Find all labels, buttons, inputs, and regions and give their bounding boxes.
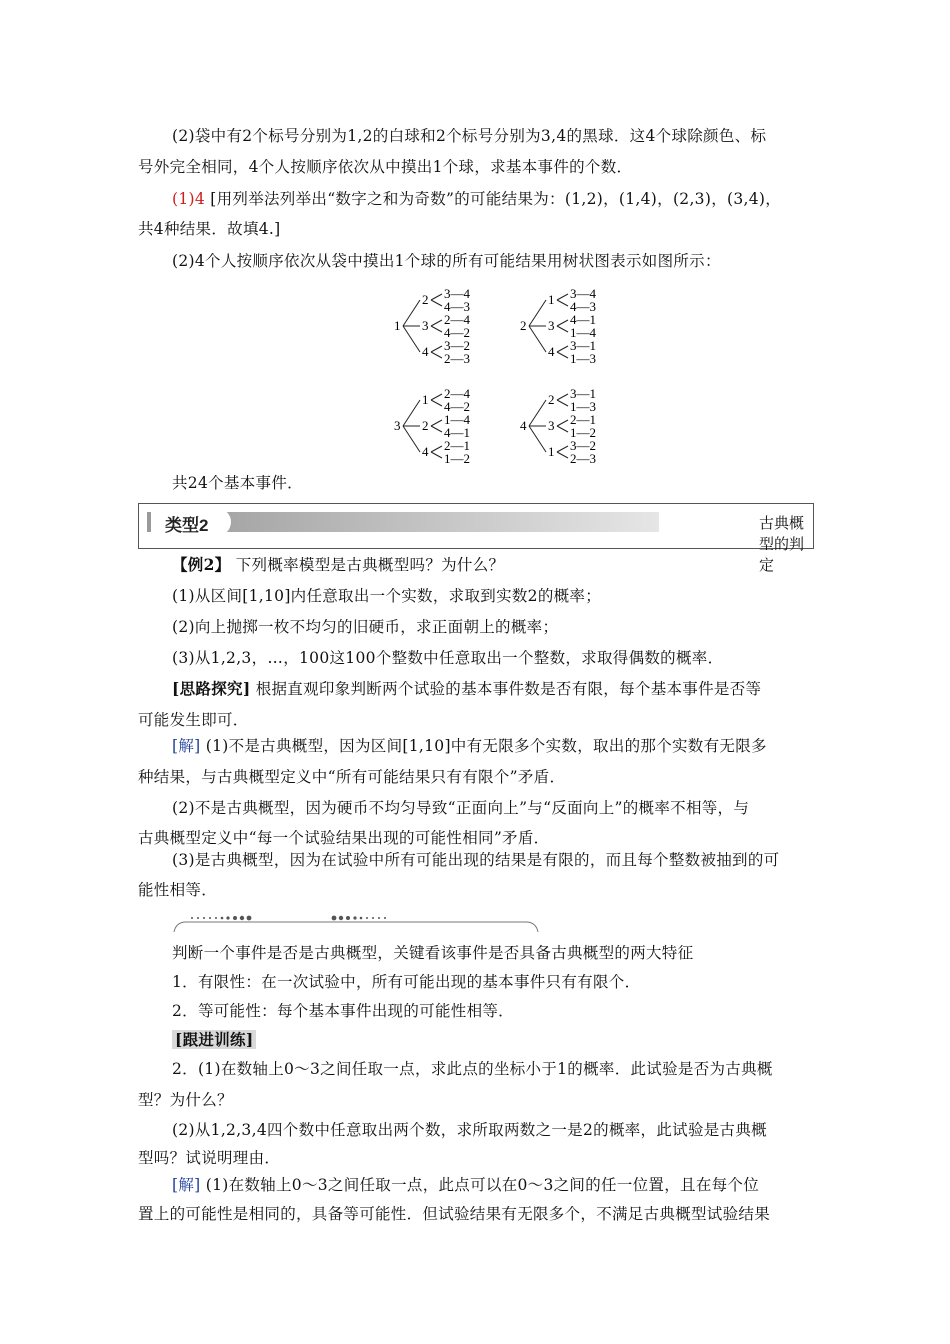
text-line: 种结果，与古典概型定义中“所有可能结果只有有限个”矛盾． [138,768,566,786]
tree-node: 4 [422,344,429,359]
text-line: 1．有限性：在一次试验中，所有可能出现的基本事件只有有限个． [172,973,641,991]
text-line: (3)从1,2,3，…，100这100个整数中任意取出一个整数，求取得偶数的概率． [172,649,724,667]
tree-edge [557,394,568,400]
text-line: 判断一个事件是否是古典概型，关键看该事件是否具备古典概型的两大特征 [172,944,694,962]
tree-edge [557,400,568,406]
section-tag-label: 类型2 [165,516,209,535]
tree-edge [403,326,420,352]
text-line: 共24个基本事件． [172,474,303,492]
tree-edge [557,426,568,432]
tree-edge [557,420,568,426]
solution-label: [解] [172,737,201,755]
answer-label: (1)4 [172,190,206,208]
tree-edge [529,300,546,326]
tree-edge [431,300,442,306]
tree-edge [431,446,442,452]
example-line [172,553,504,575]
tree-leaf: 2—1 [570,412,596,427]
tree-edge [529,426,546,452]
text-line [172,734,767,756]
tree-leaf: 2—4 [444,386,470,401]
tree-node: 2 [548,392,555,407]
tree-edge [431,326,442,332]
tree-leaf: 4—1 [570,312,596,327]
tree-root: 2 [520,318,527,333]
text-line: 2．等可能性：每个基本事件出现的可能性相等． [172,1002,514,1020]
tree-leaf: 4—2 [444,325,470,340]
answer-text: [用列举法列举出“数字之和为奇数”的可能结果为：(1,2)，(1,4)，(2,3)，(3,4)， [205,190,782,208]
tree-edge [557,352,568,358]
section-title: 古典概型的判定 [759,515,805,574]
tree-leaf: 1—3 [570,399,596,414]
tree-node: 1 [422,392,429,407]
text-line: (2)从1,2,3,4四个数中任意取出两个数，求所取两数之一是2的概率，此试验是古典概 [172,1121,767,1139]
tree-leaf: 2—4 [444,312,470,327]
text-line: 共4种结果．故填4.] [138,220,281,238]
solution-text: (1)在数轴上0～3之间任取一点，此点可以在0～3之间的任一位置，且在每个位 [200,1176,760,1194]
tree-leaf: 2—3 [444,351,470,366]
tree-leaf: 3—2 [444,338,470,353]
tree-node: 4 [548,344,555,359]
tree-leaf: 3—1 [570,338,596,353]
text-line: (3)是古典概型，因为在试验中所有可能出现的结果是有限的，而且每个整数被抽到的可 [172,851,780,869]
tree-edge [557,446,568,452]
solution-label: [解] [172,1176,201,1194]
tree-edge [403,426,420,452]
method-header [172,908,540,938]
text-line: (2)不是古典概型，因为硬币不均匀导致“正面向上”与“反面向上”的概率不相等，与 [172,799,750,817]
tree-node: 3 [548,418,555,433]
tree-diagrams [380,280,640,470]
tree-node: 1 [548,444,555,459]
tree-edge [557,320,568,326]
tree-edge [431,400,442,406]
tree-edge [431,426,442,432]
tree-leaf: 1—2 [570,425,596,440]
tree-edge [557,326,568,332]
tree-leaf: 2—1 [444,438,470,453]
tree-node: 3 [548,318,555,333]
tree-edge [403,300,420,326]
tree-leaf: 3—4 [570,286,596,301]
text-line [172,1173,759,1195]
text-line: 能性相等． [138,881,218,899]
example-label: 【例2】 [172,555,231,574]
tree-edge [431,352,442,358]
tree-leaf: 4—1 [444,425,470,440]
tree-edge [431,452,442,458]
text-line [172,1028,256,1050]
tree-leaf: 3—1 [570,386,596,401]
tree-edge [431,420,442,426]
solution-text: (1)不是古典概型，因为区间[1,10]中有无限多个实数，取出的那个实数有无限多 [200,737,767,755]
tree-node: 4 [422,444,429,459]
section-tag [151,508,231,536]
text-line: 2．(1)在数轴上0～3之间任取一点，求此点的坐标小于1的概率．此试验是否为古典概 [172,1060,773,1078]
tree-edge [529,400,546,426]
tree-node: 1 [548,292,555,307]
tree-leaf: 4—2 [444,399,470,414]
tree-edge [557,294,568,300]
think-text: 根据直观印象判断两个试验的基本事件数是否有限，每个基本事件是否等 [250,680,762,698]
tree-leaf: 2—3 [570,451,596,466]
tree-node: 3 [422,318,429,333]
tree-root: 1 [394,318,401,333]
tree-edge [557,452,568,458]
tree-root: 3 [394,418,401,433]
tree-leaf: 1—4 [570,325,596,340]
tree-edge [529,326,546,352]
text-line: (2)袋中有2个标号分别为1,2的白球和2个标号分别为3,4的黑球．这4个球除颜色、标 [172,127,767,145]
text-line [172,677,761,699]
text-line [172,187,781,209]
tree-edge [403,400,420,426]
tree-leaf: 3—4 [444,286,470,301]
text-line: 号外完全相同，4个人按顺序依次从中摸出1个球，求基本事件的个数． [138,158,633,176]
tree-edge [431,320,442,326]
think-label: [思路探究] [172,679,251,698]
tree-leaf: 4—3 [570,299,596,314]
tree-node: 2 [422,418,429,433]
text-line: 置上的可能性是相同的，具备等可能性．但试验结果有无限多个，不满足古典概型试验结果 [138,1205,771,1223]
text-line: (1)从区间[1,10]内任意取出一个实数，求取到实数2的概率； [172,587,602,605]
text-line: 型吗？试说明理由． [138,1149,281,1167]
text-line: 可能发生即可． [138,711,249,729]
training-label: [跟进训练] [172,1030,256,1049]
text-line: (2)4个人按顺序依次从袋中摸出1个球的所有可能结果用树状图表示如图所示： [172,252,721,270]
text-line: (2)向上抛掷一枚不均匀的旧硬币，求正面朝上的概率； [172,618,559,636]
tree-edge [557,300,568,306]
text-line: 古典概型定义中“每一个试验结果出现的可能性相同”矛盾． [138,829,550,847]
tree-leaf: 1—3 [570,351,596,366]
tree-edge [431,394,442,400]
tree-leaf: 1—2 [444,451,470,466]
text-line: 型？为什么？ [138,1091,233,1109]
tree-leaf: 3—2 [570,438,596,453]
tree-edge [431,294,442,300]
example-text: 下列概率模型是古典概型吗？为什么？ [230,556,505,574]
tree-edge [431,346,442,352]
tree-node: 2 [422,292,429,307]
tree-leaf: 1—4 [444,412,470,427]
tree-root: 4 [520,418,527,433]
tree-edge [557,346,568,352]
tree-leaf: 4—3 [444,299,470,314]
